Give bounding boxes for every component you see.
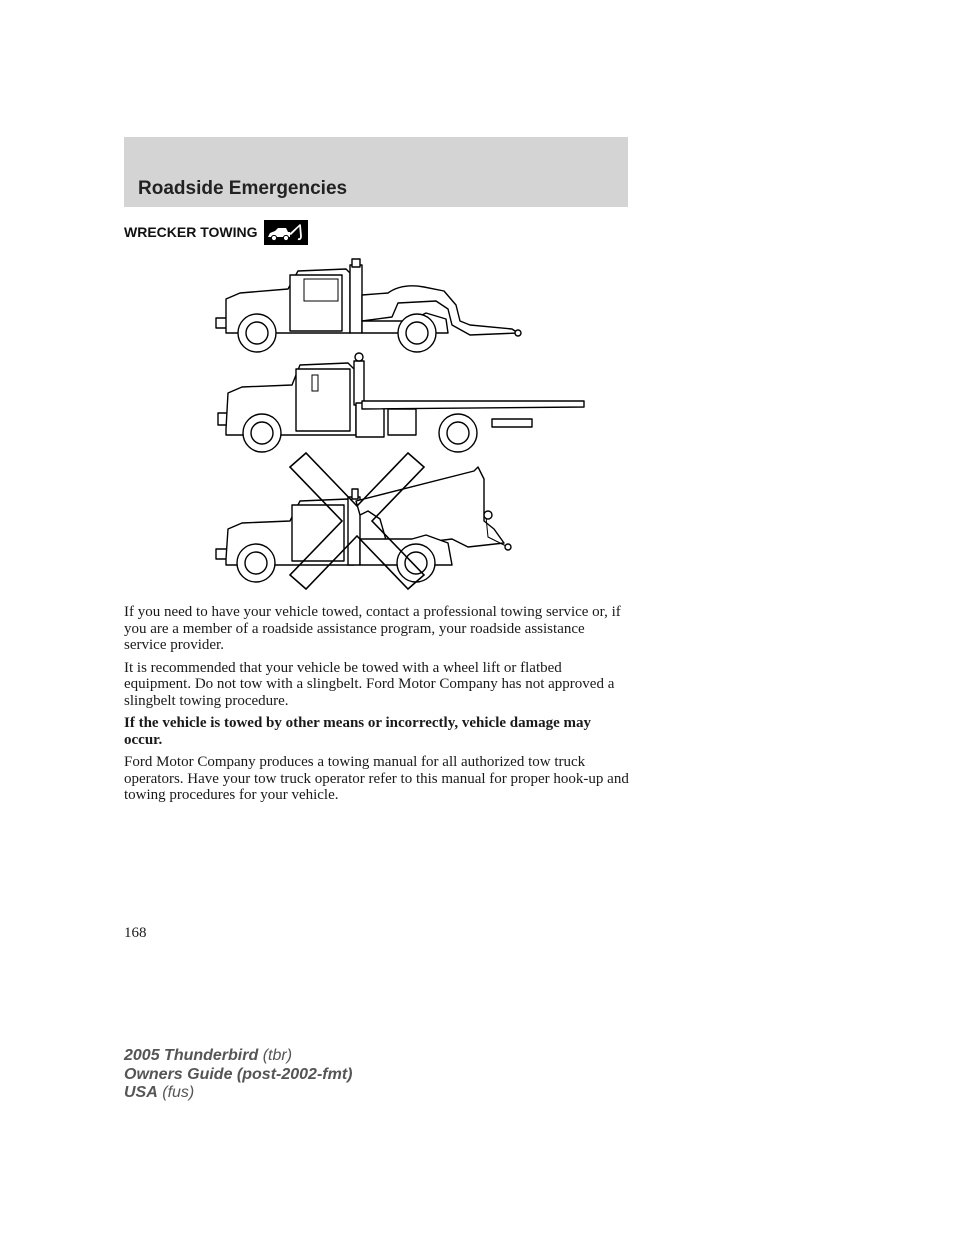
footer-line-1	[124, 1047, 352, 1066]
tow-truck-icon	[264, 220, 308, 245]
footer-line-2	[124, 1066, 352, 1085]
footer-guide: Owners Guide (post-2002-fmt)	[124, 1065, 353, 1083]
body-text	[124, 604, 629, 810]
paragraph-recommended-method: It is recommended that your vehicle be towed with a wheel lift or flatbed equipment. Do not tow with a slingbelt. Ford Motor Company has not approved a slingbelt towing procedure.	[124, 659, 615, 709]
footer-market: USA	[124, 1084, 158, 1101]
footer-model-code: (tbr)	[262, 1047, 293, 1064]
section-header-band	[124, 137, 628, 207]
paragraph-towing-manual: Ford Motor Company produces a towing manual for all authorized tow truck operators. Have your tow truck operator refer to this manual for proper hook-up and towing procedures for your vehicle.	[124, 754, 629, 803]
footer-market-code: (fus)	[162, 1084, 195, 1101]
page-number: 168	[124, 925, 147, 941]
towing-methods-illustration	[212, 253, 588, 593]
paragraph-contact-towing: If you need to have your vehicle towed, contact a professional towing service or, if you are a member of a roadside assistance program, your roadside assistance service provider.	[124, 604, 621, 653]
section-title: Roadside Emergencies	[138, 178, 348, 199]
section-heading	[124, 219, 308, 245]
slingbelt-truck	[216, 467, 511, 582]
flatbed-truck	[218, 353, 584, 452]
wheel-lift-truck	[216, 259, 521, 352]
document-footer	[124, 1047, 352, 1103]
footer-model: 2005 Thunderbird	[124, 1047, 259, 1064]
footer-line-3	[124, 1084, 352, 1103]
section-heading-label: WRECKER TOWING	[124, 224, 258, 240]
paragraph-damage-warning: If the vehicle is towed by other means or incorrectly, vehicle damage may occur.	[124, 715, 592, 748]
